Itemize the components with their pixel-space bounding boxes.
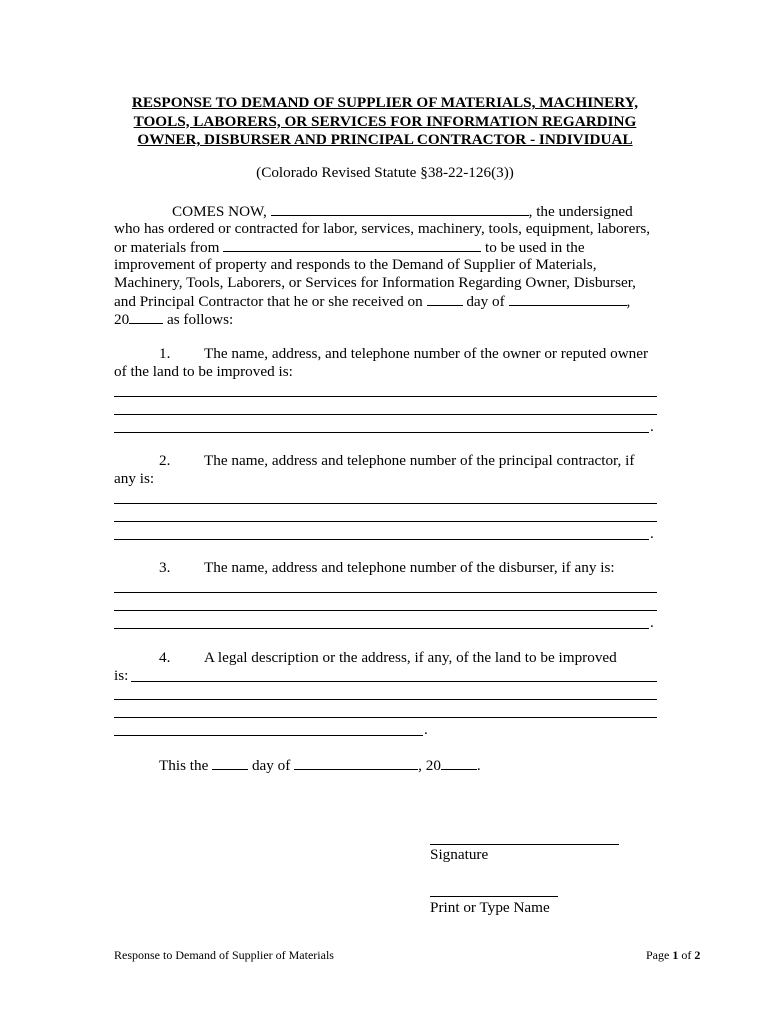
item-2-blank-1[interactable] — [114, 503, 657, 504]
intro-line-6 — [114, 292, 630, 311]
closing-comma-20-text: , 20 — [418, 757, 441, 774]
signature-line[interactable] — [430, 844, 619, 845]
closing-day-of-text: day of — [251, 757, 291, 774]
page-number: 1 — [672, 948, 679, 962]
print-name-label: Print or Type Name — [430, 899, 550, 916]
item-3-blank-1[interactable] — [114, 592, 657, 593]
item-1-period: . — [650, 418, 654, 435]
intro-line-2: who has ordered or contracted for labor, services, machinery, tools, equipment, laborers, — [114, 220, 651, 237]
item-1-blank-2[interactable] — [114, 414, 657, 415]
item-4-blank-2[interactable] — [114, 699, 657, 700]
print-name-line[interactable] — [430, 896, 558, 897]
page-total: 2 — [694, 948, 701, 962]
item-1-cont: of the land to be improved is: — [114, 363, 293, 380]
item-3-text: The name, address and telephone number of the disburser, if any is: — [204, 559, 615, 576]
this-the-text: This the — [159, 757, 209, 774]
closing-year-blank[interactable] — [441, 756, 477, 770]
page-word: Page — [646, 948, 670, 962]
intro-line-3 — [114, 238, 585, 257]
item-4-cont: is: — [114, 667, 129, 684]
footer-title: Response to Demand of Supplier of Materials — [114, 948, 334, 962]
of-word: of — [681, 948, 692, 962]
title-line-3: OWNER, DISBURSER AND PRINCIPAL CONTRACTOR - INDIVIDUAL — [137, 131, 633, 148]
day-of-text: day of — [466, 293, 505, 310]
comes-now-text: COMES NOW, — [172, 203, 267, 220]
undersigned-text: , the undersigned — [528, 203, 633, 220]
to-be-used-text: to be used in the — [485, 239, 585, 256]
intro-line-5: Machinery, Tools, Laborers, or Services for Information Regarding Owner, Disburser, — [114, 274, 636, 291]
title-line-1: RESPONSE TO DEMAND OF SUPPLIER OF MATERIALS, MACHINERY, — [131, 94, 639, 111]
as-follows-text: as follows: — [166, 311, 234, 328]
name-blank[interactable] — [271, 202, 529, 216]
item-2-cont: any is: — [114, 470, 155, 487]
item-2-blank-3[interactable] — [114, 539, 649, 540]
received-year-blank[interactable] — [129, 310, 163, 324]
document-title — [100, 94, 670, 150]
item-2-period: . — [650, 525, 654, 542]
item-2-text: The name, address and telephone number of the principal contractor, if — [204, 452, 635, 469]
item-4-text: A legal description or the address, if any, of the land to be improved — [204, 649, 617, 666]
item-1-blank-3[interactable] — [114, 432, 649, 433]
closing-period: . — [476, 757, 481, 774]
statute-reference: (Colorado Revised Statute §38-22-126(3)) — [256, 164, 514, 181]
item-3-period: . — [650, 614, 654, 631]
year-prefix-text: 20 — [114, 311, 130, 328]
item-3-blank-2[interactable] — [114, 610, 657, 611]
supplier-blank[interactable] — [223, 238, 481, 252]
item-2-blank-2[interactable] — [114, 521, 657, 522]
item-2-number: 2. — [159, 452, 171, 469]
item-4-period: . — [424, 721, 428, 738]
comma-text: , — [626, 293, 631, 310]
title-line-2: TOOLS, LABORERS, OR SERVICES FOR INFORMATION REGARDING — [133, 112, 637, 130]
or-materials-text: or materials from — [114, 239, 220, 256]
received-day-blank[interactable] — [427, 292, 463, 306]
item-1-blank-1[interactable] — [114, 396, 657, 397]
item-4-blank-4[interactable] — [114, 735, 423, 736]
page-indicator — [646, 948, 700, 963]
closing-month-blank[interactable] — [294, 756, 418, 770]
item-4-number: 4. — [159, 649, 171, 666]
intro-line-7 — [114, 310, 233, 329]
received-month-blank[interactable] — [509, 292, 627, 306]
item-1-text: The name, address, and telephone number of the owner or reputed owner — [204, 345, 649, 362]
closing-day-blank[interactable] — [212, 756, 248, 770]
item-3-blank-3[interactable] — [114, 628, 649, 629]
intro-line-1 — [172, 202, 633, 221]
item-4-blank-1[interactable] — [131, 681, 657, 682]
item-4-blank-3[interactable] — [114, 717, 657, 718]
closing-date-line — [159, 756, 481, 775]
item-1-number: 1. — [159, 345, 171, 362]
signature-label: Signature — [430, 846, 489, 863]
intro-line-4: improvement of property and responds to the Demand of Supplier of Materials, — [114, 256, 597, 273]
received-on-text: and Principal Contractor that he or she received on — [114, 293, 423, 310]
item-3-number: 3. — [159, 559, 171, 576]
